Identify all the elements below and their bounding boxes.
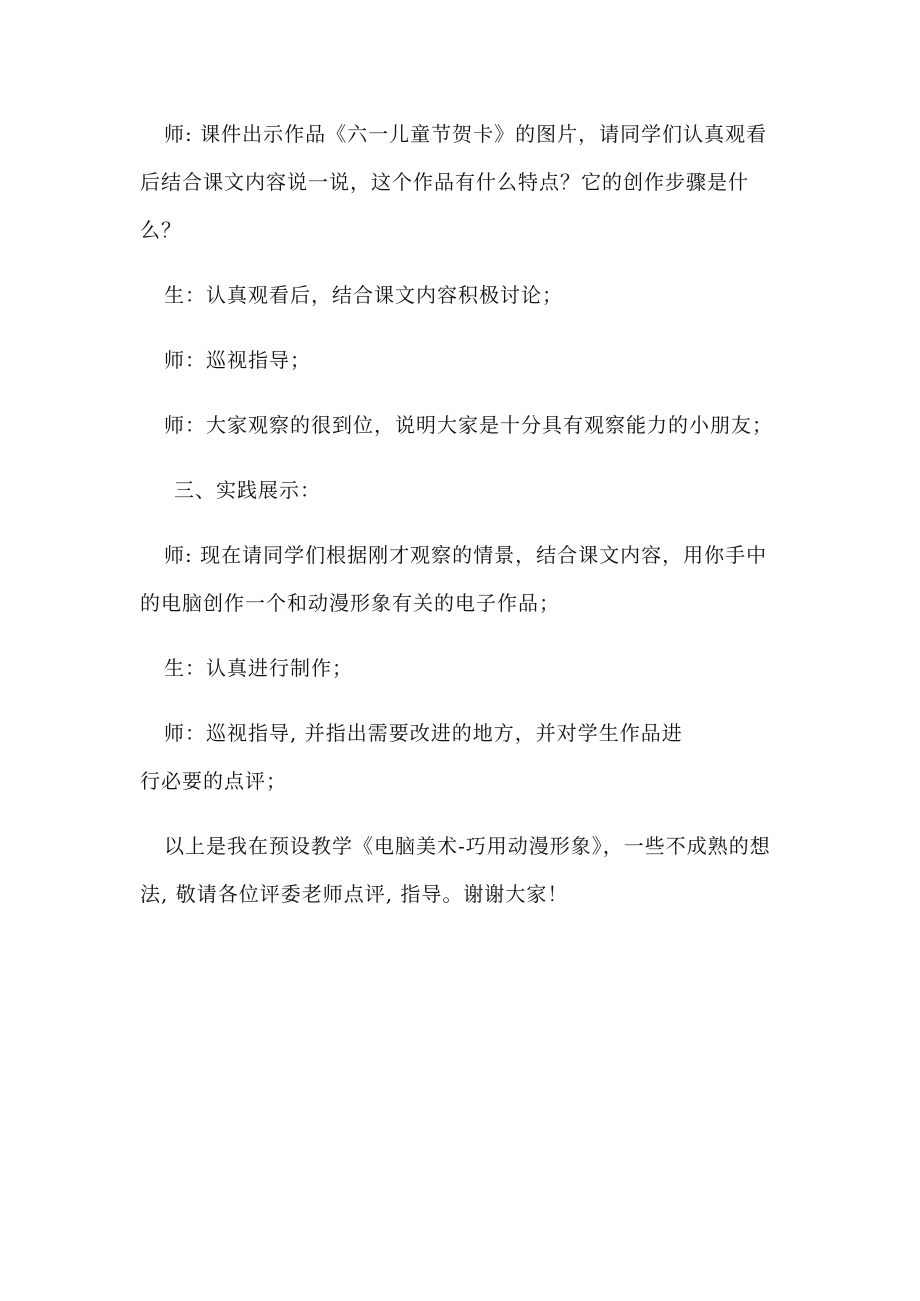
paragraph-teacher-praise: 师：大家观察的很到位，说明大家是十分具有观察能力的小朋友； <box>164 413 773 437</box>
paragraph-review-continuation: 行必要的点评； <box>140 769 287 793</box>
paragraph-teacher-create-task: 师: 现在请同学们根据刚才观察的情景，结合课文内容，用你手中的电脑创作一个和动漫形象有关的电子作品； <box>140 543 768 615</box>
document-body <box>140 110 785 935</box>
paragraph-student-make: 生：认真进行制作； <box>164 656 353 680</box>
paragraph-teacher-guide: 师：巡视指导； <box>164 348 311 372</box>
paragraph-student-discuss: 生：认真观看后，结合课文内容积极讨论； <box>164 283 563 307</box>
paragraph-teacher-review: 师：巡视指导, 并指出需要改进的地方，并对学生作品进 <box>164 721 683 745</box>
paragraph-teacher-show-card: 师: 课件出示作品《六一儿童节贺卡》的图片，请同学们认真观看后结合课文内容说一说，这个作品有什么特点？它的创作步骤是什么？ <box>140 122 768 242</box>
paragraph-closing: 以上是我在预设教学《电脑美术-巧用动漫形象》，一些不成熟的想法, 敬请各位评委老师点评, 指导。谢谢大家！ <box>140 834 771 906</box>
section-heading-practice: 三、实践展示： <box>174 478 321 502</box>
